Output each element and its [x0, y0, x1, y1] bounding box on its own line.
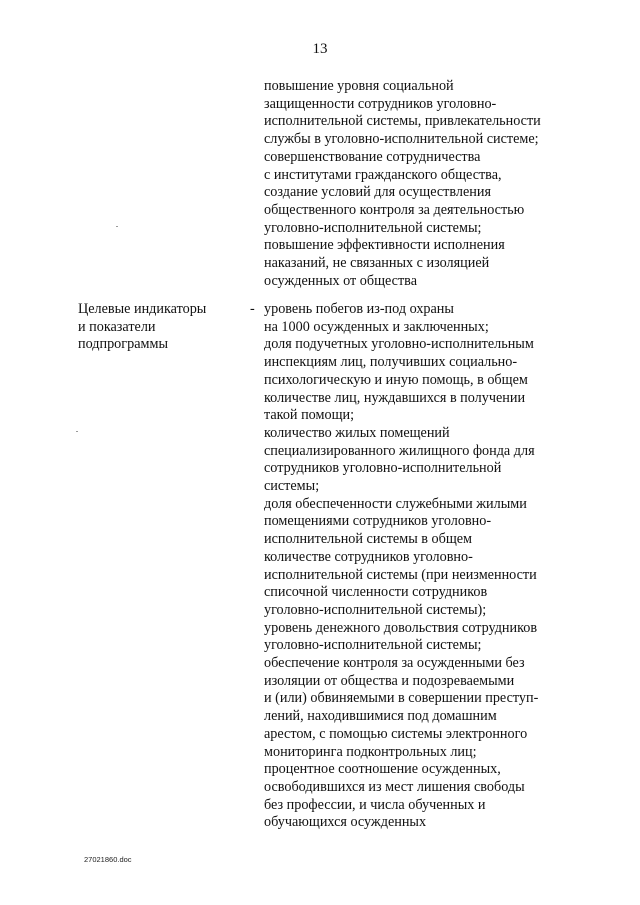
- text-line: защищенности сотрудников уголовно-: [264, 95, 497, 112]
- text-line: количество жилых помещений: [264, 424, 450, 441]
- text-line: повышение уровня социальной: [264, 78, 454, 94]
- text-line: такой помощи;: [264, 407, 355, 424]
- text-line: арестом, с помощью системы электронного: [264, 725, 528, 742]
- document-filename: 27021860.doc: [84, 855, 132, 864]
- text-line: изоляции от общества и подозреваемыми: [264, 672, 515, 689]
- text-line: с институтами гражданского общества,: [264, 166, 502, 183]
- label-line: Целевые индикаторы: [78, 301, 207, 317]
- text-line: исполнительной системы (при неизменности: [264, 566, 537, 583]
- text-line: мониторинга подконтрольных лиц;: [264, 743, 477, 760]
- text-line: обучающихся осужденных: [264, 814, 427, 831]
- text-line: обеспечение контроля за осужденными без: [264, 655, 525, 672]
- indicators-text: [264, 301, 594, 832]
- text-line: и (или) обвиняемыми в совершении преступ-: [264, 690, 539, 707]
- text-line: уровень побегов из-под охраны: [264, 301, 454, 317]
- text-line: доля обеспеченности служебными жилыми: [264, 495, 527, 512]
- text-line: лений, находившимися под домашним: [264, 708, 497, 725]
- text-line: уголовно-исполнительной системы;: [264, 637, 482, 654]
- text-line: наказаний, не связанных с изоляцией: [264, 255, 490, 272]
- text-line: уголовно-исполнительной системы;: [264, 219, 482, 236]
- text-line: помещениями сотрудников уголовно-: [264, 513, 492, 530]
- text-line: уголовно-исполнительной системы);: [264, 601, 487, 618]
- text-line: осужденных от общества: [264, 272, 417, 289]
- text-line: доля подучетных уголовно-исполнительным: [264, 336, 534, 353]
- text-line: инспекциям лиц, получивших социально-: [264, 354, 518, 371]
- text-line: без профессии, и числа обученных и: [264, 796, 486, 813]
- scan-speck: [76, 431, 78, 432]
- text-line: количестве лиц, нуждавшихся в получении: [264, 389, 526, 406]
- label-line: и показатели: [78, 318, 156, 335]
- text-line: исполнительной системы в общем: [264, 531, 473, 548]
- continuation-text: [264, 78, 594, 290]
- text-line: исполнительной системы, привлекательности: [264, 113, 541, 130]
- text-line: специализированного жилищного фонда для: [264, 442, 535, 459]
- scan-speck: [116, 226, 118, 227]
- text-line: освободившихся из мест лишения свободы: [264, 778, 525, 795]
- text-line: уровень денежного довольствия сотрудников: [264, 619, 538, 636]
- text-line: на 1000 осужденных и заключенных;: [264, 318, 489, 335]
- text-line: создание условий для осуществления: [264, 184, 491, 201]
- text-line: количестве сотрудников уголовно-: [264, 548, 473, 565]
- indicators-label: [78, 301, 248, 354]
- label-line: подпрограммы: [78, 336, 168, 353]
- text-line: процентное соотношение осужденных,: [264, 761, 501, 778]
- text-line: совершенствование сотрудничества: [264, 148, 481, 165]
- text-line: общественного контроля за деятельностью: [264, 201, 525, 218]
- text-line: психологическую и иную помощь, в общем: [264, 371, 528, 388]
- text-line: повышение эффективности исполнения: [264, 237, 505, 254]
- text-line: системы;: [264, 478, 320, 495]
- text-line: списочной численности сотрудников: [264, 584, 488, 601]
- text-line: сотрудников уголовно-исполнительной: [264, 460, 502, 477]
- separator-dash: -: [250, 301, 255, 317]
- page-number: 13: [312, 41, 328, 57]
- text-line: службы в уголовно-исполнительной системе;: [264, 131, 539, 148]
